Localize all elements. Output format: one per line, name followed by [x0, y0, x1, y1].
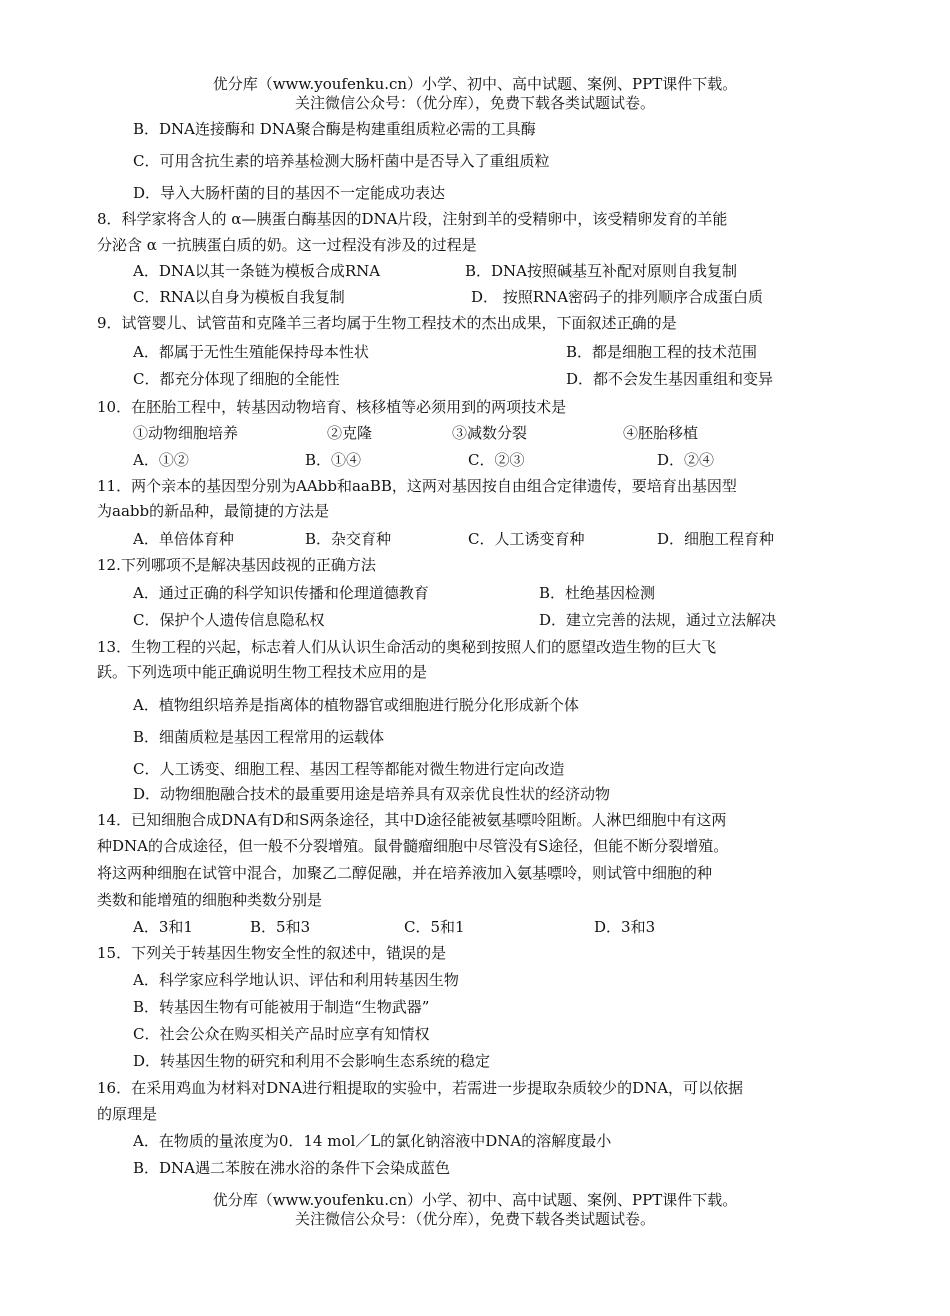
q11-stem-end: 的方法是	[269, 502, 330, 520]
q9-option-c: C．都充分体现了细胞的全能性	[133, 370, 340, 388]
q14-option-a: A．3和1	[133, 918, 193, 936]
q9-option-a: A．都属于无性生殖能保持母本性状	[133, 343, 369, 361]
q12-option-a: A．通过正确的科学知识传播和伦理道德教育	[133, 584, 429, 602]
q10-option-d: D．②④	[657, 451, 715, 469]
q8-option-c: C．RNA以自身为模板自我复制	[133, 288, 345, 306]
q11-stem-text: 为aabb的新品种，	[97, 502, 225, 520]
q13-stem-end: 说明生物工程技术应用的是	[247, 663, 428, 681]
q10-item-3: ③减数分裂	[452, 424, 528, 442]
q14-stem-line-4: 类数和能增殖的细胞种类数分别是	[97, 891, 323, 909]
q8-option-a: A．DNA以其一条链为模板合成RNA	[133, 262, 381, 280]
q11-stem-line-2	[97, 501, 329, 521]
q7-option-b: B．DNA连接酶和 DNA聚合酶是构建重组质粒必需的工具酶	[133, 120, 536, 138]
q14-option-c: C．5和1	[404, 918, 465, 936]
q11-option-a: A．单倍体育种	[133, 530, 234, 548]
q9-stem	[97, 313, 677, 333]
q14-option-b: B．5和3	[250, 918, 311, 936]
q13-option-b: B．细菌质粒是基因工程常用的运载体	[133, 728, 385, 746]
q11-option-d: D．细胞工程育种	[657, 530, 775, 548]
q14-option-d: D．3和3	[594, 918, 656, 936]
q13-stem-line-1: 13．生物工程的兴起，标志着人们从认识生命活动的奥秘到按照人们的愿望改造生物的巨大飞	[97, 638, 717, 656]
q10-option-c: C．②③	[468, 451, 525, 469]
q16-option-a: A．在物质的量浓度为0．14 mol／L的氯化钠溶液中DNA的溶解度最小	[133, 1132, 612, 1150]
q15-emphasis: 错误	[386, 944, 417, 962]
q16-option-b: B．DNA遇二苯胺在沸水浴的条件下会染成蓝色	[133, 1159, 451, 1177]
q12-option-d: D．建立完善的法规，通过立法解决	[539, 611, 777, 629]
q8-option-b: B．DNA按照碱基互补配对原则自我复制	[465, 262, 738, 280]
header-line-1: 优分库（www.youfenku.cn）小学、初中、高中试题、案例、PPT课件下载。	[212, 75, 738, 93]
q13-option-a: A．植物组织培养是指离体的植物器官或细胞进行脱分化形成新个体	[133, 696, 579, 714]
q11-option-b: B．杂交育种	[305, 530, 392, 548]
q10-option-a: A．①②	[133, 451, 189, 469]
q14-stem-line-2: 种DNA的合成途径，但一般不分裂增殖。鼠骨髓瘤细胞中尽管没有S途径，但能不断分裂增殖。	[97, 837, 729, 855]
q12-stem-text: 12.下列哪项	[97, 556, 181, 574]
q12-option-b: B．杜绝基因检测	[539, 584, 656, 602]
q15-option-b: B．转基因生物有可能被用于制造“生物武器”	[133, 998, 430, 1016]
q10-item-1: ①动物细胞培养	[133, 424, 239, 442]
q8-stem-line-2: 分泌含 α 一抗胰蛋白质的奶。这一过程没有涉及的过程是	[97, 236, 477, 254]
q12-stem-end: 解决基因歧视的正确方法	[210, 556, 376, 574]
q7-option-d: D．导入大肠杆菌的目的基因不一定能成功表达	[133, 184, 446, 202]
q8-option-d: D． 按照RNA密码子的排列顺序合成蛋白质	[471, 288, 764, 306]
q10-item-4: ④胚胎移植	[623, 424, 699, 442]
q8-stem-line-1: 8．科学家将含人的 α—胰蛋白酶基因的DNA片段，注射到羊的受精卵中，该受精卵发育的羊能	[97, 210, 728, 228]
q13-stem-text: 跃。下列选项中能	[97, 663, 218, 681]
q15-option-a: A．科学家应科学地认识、评估和利用转基因生物	[133, 971, 459, 989]
q9-option-b: B．都是细胞工程的技术范围	[566, 343, 758, 361]
q15-stem-text: 15．下列关于转基因生物安全性的叙述中，	[97, 944, 387, 962]
q9-stem-end: 的是	[646, 314, 677, 332]
q15-stem-end: 的是	[416, 944, 447, 962]
q16-stem-line-2: 的原理是	[97, 1105, 158, 1123]
q10-item-2: ②克隆	[327, 424, 373, 442]
q10-stem: 10．在胚胎工程中，转基因动物培育、核移植等必须用到的两项技术是	[97, 398, 567, 416]
q13-stem-line-2	[97, 662, 427, 682]
q9-option-d: D．都不会发生基因重组和变异	[566, 370, 774, 388]
q14-stem-line-3: 将这两种细胞在试管中混合，加聚乙二醇促融，并在培养液加入氨基嘌呤，则试管中细胞的种	[97, 864, 713, 882]
q15-option-c: C．社会公众在购买相关产品时应享有知情权	[133, 1025, 430, 1043]
footer-line-1: 优分库（www.youfenku.cn）小学、初中、高中试题、案例、PPT课件下载。	[212, 1191, 738, 1209]
q9-emphasis: 正确	[616, 314, 647, 332]
q13-emphasis: 正确	[217, 663, 248, 681]
q14-stem-line-1: 14．已知细胞合成DNA有D和S两条途径，其中D途径能被氨基嘌呤阻断。人淋巴细胞中有这两	[97, 811, 727, 829]
q12-emphasis: 不是	[180, 556, 211, 574]
footer-line-2: 关注微信公众号：（优分库），免费下载各类试题试卷。	[294, 1210, 655, 1228]
q11-option-c: C．人工诱变育种	[468, 530, 585, 548]
q10-option-b: B．①④	[305, 451, 362, 469]
q11-emphasis: 最简捷	[224, 502, 270, 520]
header-line-2: 关注微信公众号：（优分库），免费下载各类试题试卷。	[294, 94, 655, 112]
q11-stem-line-1: 11．两个亲本的基因型分别为AAbb和aaBB，这两对基因按自由组合定律遗传，要培育出基因型	[97, 477, 737, 495]
q9-stem-text: 9．试管婴儿、试管苗和克隆羊三者均属于生物工程技术的杰出成果，下面叙述	[97, 314, 617, 332]
q7-option-c: C．可用含抗生素的培养基检测大肠杆菌中是否导入了重组质粒	[133, 152, 550, 170]
q16-stem-line-1: 16．在采用鸡血为材料对DNA进行粗提取的实验中，若需进一步提取杂质较少的DNA，可以依据	[97, 1079, 744, 1097]
q12-stem	[97, 555, 376, 575]
q13-option-c: C．人工诱变、细胞工程、基因工程等都能对微生物进行定向改造	[133, 760, 565, 778]
q12-option-c: C．保护个人遗传信息隐私权	[133, 611, 325, 629]
q13-option-d: D．动物细胞融合技术的最重要用途是培养具有双亲优良性状的经济动物	[133, 785, 611, 803]
q15-option-d: D．转基因生物的研究和利用不会影响生态系统的稳定	[133, 1052, 491, 1070]
q15-stem	[97, 943, 446, 963]
